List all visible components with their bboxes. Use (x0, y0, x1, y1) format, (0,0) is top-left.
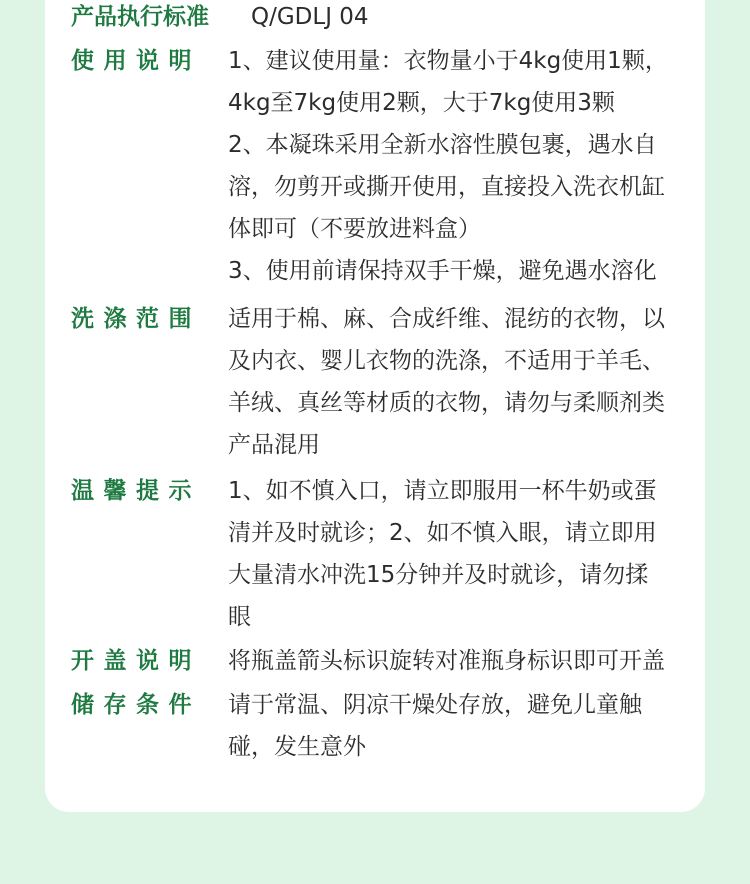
storage-line: 碰，发生意外 (228, 734, 366, 760)
usage-line: 4kg至7kg使用2颗，大于7kg使用3颗 (228, 90, 615, 116)
opening-line: 将瓶盖箭头标识旋转对准瓶身标识即可开盖 (228, 648, 665, 674)
usage-label: 使用说明 (71, 48, 201, 74)
usage-line: 体即可（不要放进料盒） (228, 216, 481, 242)
usage-line: 1、建议使用量：衣物量小于4kg使用1颗， (228, 48, 668, 74)
storage-label: 储存条件 (71, 692, 201, 718)
tips-text (228, 470, 698, 638)
usage-line: 溶，勿剪开或撕开使用，直接投入洗衣机缸 (228, 174, 665, 200)
tips-line: 清并及时就诊；2、如不慎入眼，请立即用 (228, 520, 657, 546)
standard-value: Q/GDLJ 04 (251, 4, 369, 30)
scope-text (228, 298, 698, 466)
tips-line: 大量清水冲洗15分钟并及时就诊，请勿揉 (228, 562, 649, 588)
scope-label: 洗涤范围 (71, 306, 201, 332)
tips-line: 眼 (228, 604, 251, 630)
storage-text (228, 684, 698, 768)
standard-label: 产品执行标准 (71, 4, 209, 30)
tips-line: 1、如不慎入口，请立即服用一杯牛奶或蛋 (228, 478, 657, 504)
opening-label: 开盖说明 (71, 648, 201, 674)
usage-line: 2、本凝珠采用全新水溶性膜包裹，遇水自 (228, 132, 657, 158)
scope-line: 羊绒、真丝等材质的衣物，请勿与柔顺剂类 (228, 390, 665, 416)
scope-line: 及内衣、婴儿衣物的洗涤，不适用于羊毛、 (228, 348, 665, 374)
scope-line: 适用于棉、麻、合成纤维、混纺的衣物，以 (228, 306, 665, 332)
usage-line: 3、使用前请保持双手干燥，避免遇水溶化 (228, 258, 657, 284)
usage-text (228, 40, 698, 292)
tips-label: 温馨提示 (71, 478, 201, 504)
storage-line: 请于常温、阴凉干燥处存放，避免儿童触 (228, 692, 642, 718)
opening-text (228, 640, 698, 682)
scope-line: 产品混用 (228, 432, 320, 458)
